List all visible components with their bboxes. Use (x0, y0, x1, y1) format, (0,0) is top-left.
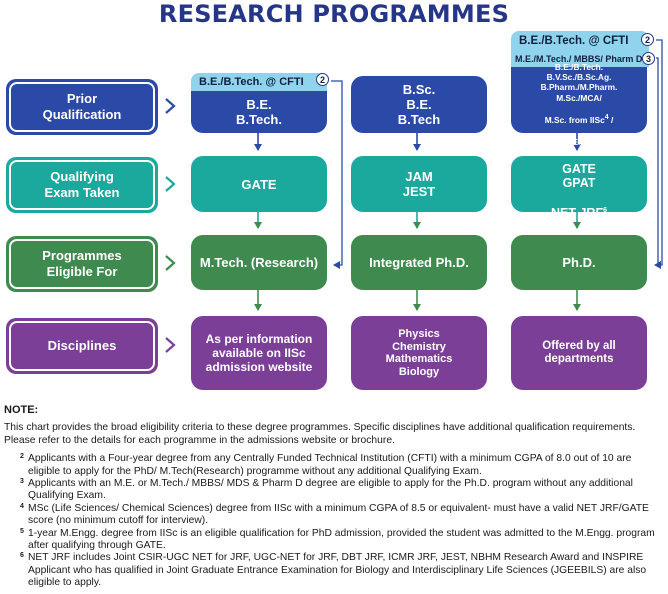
page-title: RESEARCH PROGRAMMES (158, 0, 510, 28)
tab-me-mtech: M.E./M.Tech./ MBBS/ Pharm D (511, 50, 649, 67)
footnote-5: 5 1-year M.Engg. degree from IISc is an eligible qualification for PhD admission, provided the student was admitted to the M.Engg. program after qualifying through GATE. (20, 527, 655, 552)
notes-intro: This chart provides the broad eligibility criteria to these degree programmes. Specific disciplines have additional qualification requirements. Please refer to the details for each programme in the admissions website or brochure. (4, 422, 636, 446)
tab-cfti-col1: B.E./B.Tech. @ CFTI (191, 73, 327, 91)
box-discipline-integrated: Physics Chemistry Mathematics Biology (351, 316, 487, 390)
footnote-marker-2: 2 (316, 73, 329, 86)
footnote-4: 4 MSc (Life Sciences/ Chemical Sciences) degree from IISc with a minimum CGPA of 8.5 or equivalent- must have a valid NET JRF/GATE score (no minimum cutoff for interview). (20, 502, 649, 527)
box-mtech-research: M.Tech. (Research) (191, 235, 327, 290)
box-be-btech: B.E. B.Tech. (191, 91, 327, 133)
footnote-6: 6 NET JRF includes Joint CSIR-UGC NET for JRF, UGC-NET for JRF, DBT JRF, ICMR JRF, JEST, NBHM Research Award and INSPIRE Applicant who has qualified in Joint Graduate Entrance Examination for Biology and Interdisciplinary Life Sciences (JGEEBILS) are also eligible to apply. (20, 552, 647, 589)
box-phd-qualifications: B.E./B.Tech. B.V.Sc./B.Sc.Ag. B.Pharm./M.Pharm. M.Sc./MCA/ M.Sc. from IISc$^4$ / M. Engg$^5$ (511, 67, 647, 133)
bypass-me-phd (656, 58, 658, 265)
chevron-exam (166, 177, 174, 191)
box-discipline-phd: Offered by all departments (511, 316, 647, 390)
bypass-cfti-mtech (331, 81, 342, 265)
box-bsc-be-btech: B.Sc. B.E. B.Tech (351, 76, 487, 133)
notes-section (4, 404, 664, 590)
row-label-qualifying-exam: Qualifying Exam Taken (6, 157, 158, 213)
row-label-prior-qualification: Prior Qualification (6, 79, 158, 135)
box-jam-jest: JAM JEST (351, 156, 487, 212)
tab-cfti-col3: B.E./B.Tech. @ CFTI (511, 31, 649, 50)
row-label-disciplines: Disciplines (6, 318, 158, 374)
footnote-marker-2-col3: 2 (641, 33, 654, 46)
row-label-programmes-eligible: Programmes Eligible For (6, 236, 158, 292)
chevron-programme (166, 256, 174, 270)
box-phd: Ph.D. (511, 235, 647, 290)
box-discipline-mtech: As per information available on IISc admission website (191, 316, 327, 390)
box-gate: GATE (191, 156, 327, 212)
box-integrated-phd: Integrated Ph.D. (351, 235, 487, 290)
chevron-discipline (166, 338, 174, 352)
footnote-2: 2 Applicants with a Four-year degree from any Centrally Funded Technical Institution (CFTI) with a minimum CGPA of 8.0 out of 10 are eligible to apply for the PhD/ M.Tech(Research) programme without any additional Qualifying Exam. (20, 453, 632, 477)
footnote-marker-3: 3 (642, 52, 655, 65)
footnote-3: 3 Applicants with an M.E. or M.Tech./ MBBS/ MDS & Pharm D degree are eligible to apply for the Ph.D. program without any additional Qualifying Exam. (20, 478, 633, 502)
box-gate-gpat-net: GATE GPAT NET JRF$^6$ (511, 156, 647, 212)
notes-heading: NOTE: (4, 404, 39, 416)
chevron-prior (166, 99, 174, 113)
